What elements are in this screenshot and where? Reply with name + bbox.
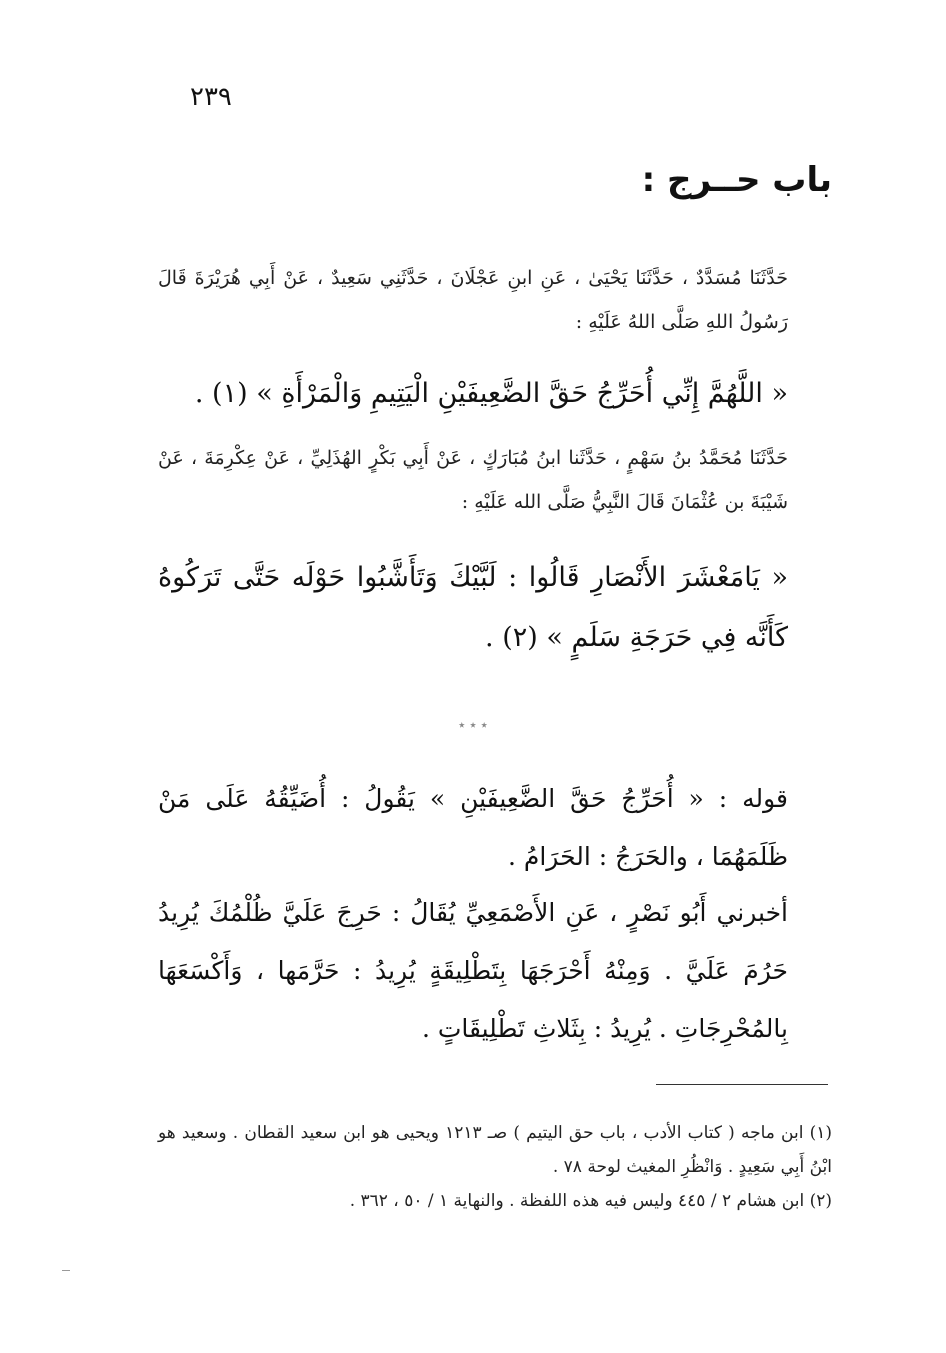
hadith-2: « يَامَعْشَرَ الأَنْصَارِ قَالُوا : لَبَّيْكَ وَتَأَشَّبُوا حَوْلَه حَتَّى تَرَكُوهُ كَأَنَّه فِي حَرَجَةِ سَلَمٍ » (٢) .: [158, 562, 788, 653]
commentary-paragraph-1: قوله : « أُحَرِّجُ حَقَّ الضَّعِيفَيْنِ » يَقُولُ : أُضَيِّقُهُ عَلَى مَنْ ظَلَمَهُمَا ، والحَرَجُ : الحَرَامُ .: [158, 784, 788, 871]
scan-mark: [62, 1270, 70, 1271]
commentary-paragraph-2: أخبرني أَبُو نَصْرٍ ، عَنِ الأَصْمَعِيِّ يُقَالُ : حَرِجَ عَلَيَّ ظُلْمُكَ يُرِيدُ حَرُمَ عَلَيَّ . وَمِنْهُ أَحْرَجَهَا بِتَطْلِيقَةٍ يُرِيدُ : حَرَّمَها ، وَأَكْسَعَهَا بِالمُحْرِجَاتِ . يُرِيدُ : بِثَلاثِ تَطْلِيقَاتٍ .: [158, 898, 788, 1043]
isnad-1: حَدَّثَنَا مُسَدَّدٌ ، حَدَّثَنَا يَحْيَىٰ ، عَنِ ابنِ عَجْلَانَ ، حَدَّثَنِي سَعِيدٌ ، عَنْ أَبِي هُرَيْرَةَ قَالَ رَسُولُ اللهِ صَلَّى اللهُ عَلَيْهِ :: [158, 267, 788, 333]
footnotes: [158, 1116, 832, 1218]
isnad-2: حَدَّثَنَا مُحَمَّدُ بنُ سَهْمٍ ، حَدَّثَنا ابنُ مُبَارَكٍ ، عَنْ أَبِي بَكْرٍ الهُذَلِيِّ ، عَنْ عِكْرِمَةَ ، عَنْ شَيْبَةَ بن عُثْمَانَ قَالَ النَّبِيُّ صَلَّى الله عَلَيْهِ :: [158, 447, 788, 513]
hadith-1: « اللَّهُمَّ إِنِّي أُحَرِّجُ حَقَّ الضَّعِيفَيْنِ الْيَتِيمِ وَالْمَرْأَةِ » (١) .: [194, 378, 788, 409]
page-number: ٢٣٩: [190, 82, 232, 112]
section-separator: ٭ ٭ ٭: [458, 718, 488, 733]
footnote-divider: [656, 1084, 828, 1085]
footnote-1: (١) ابن ماجه ( كتاب الأدب ، باب حق اليتيم ) صـ ١٢١٣ ويحيى هو ابن سعيد القطان . وسعيد هو ابْنُ أَبِي سَعِيدٍ . وَانْظُرِ المغيث لوحة ٧٨ .: [158, 1123, 833, 1177]
chapter-title: باب حــرج :: [641, 160, 832, 200]
footnote-2: (٢) ابن هشام ٢ / ٤٤٥ وليس فيه هذه اللفظة . والنهاية ١ / ٥٠ ، ٣٦٢ .: [349, 1191, 832, 1211]
